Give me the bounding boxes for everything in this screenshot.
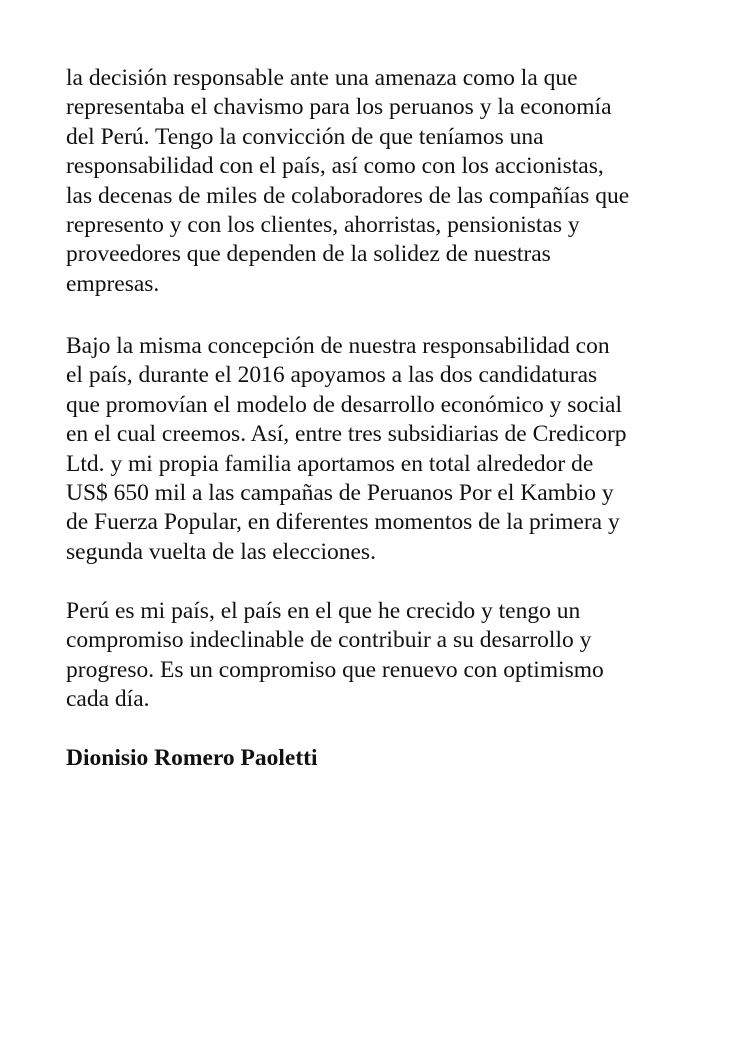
paragraph-line: la decisión responsable ante una amenaza como la que xyxy=(66,65,578,91)
paragraph-line: responsabilidad con el país, así como con los accionistas, xyxy=(66,153,604,180)
paragraph-2 xyxy=(66,332,696,567)
paragraph-line: progreso. Es un compromiso que renuevo con optimismo xyxy=(66,656,604,683)
signature: Dionisio Romero Paoletti xyxy=(66,745,318,771)
paragraph-1 xyxy=(66,64,696,299)
paragraph-line: empresas. xyxy=(66,270,160,297)
paragraph-line: en el cual creemos. Así, entre tres subsidiarias de Credicorp xyxy=(66,421,627,448)
paragraph-line: compromiso indeclinable de contribuir a su desarrollo y xyxy=(66,627,592,654)
paragraph-line: representaba el chavismo para los peruanos y la economía xyxy=(66,94,612,121)
paragraph-line: proveedores que dependen de la solidez de nuestras xyxy=(66,241,551,268)
paragraph-line: que promovían el modelo de desarrollo económico y social xyxy=(66,391,623,418)
paragraph-line: Perú es mi país, el país en el que he crecido y tengo un xyxy=(66,598,581,624)
paragraph-line: Ltd. y mi propia familia aportamos en total alrededor de xyxy=(66,450,594,477)
paragraph-line: US$ 650 mil a las campañas de Peruanos Por el Kambio y xyxy=(66,480,614,507)
paragraph-line: represento y con los clientes, ahorristas, pensionistas y xyxy=(66,212,580,239)
paragraph-line: el país, durante el 2016 apoyamos a las dos candidaturas xyxy=(66,362,598,389)
paragraph-line: Bajo la misma concepción de nuestra responsabilidad con xyxy=(66,333,610,359)
paragraph-line: las decenas de miles de colaboradores de las compañías que xyxy=(66,182,630,209)
paragraph-line: del Perú. Tengo la convicción de que teníamos una xyxy=(66,123,544,150)
paragraph-line: de Fuerza Popular, en diferentes momentos de la primera y xyxy=(66,509,620,536)
paragraph-line: cada día. xyxy=(66,686,150,713)
paragraph-line: segunda vuelta de las elecciones. xyxy=(66,538,376,565)
paragraph-3 xyxy=(66,597,696,715)
